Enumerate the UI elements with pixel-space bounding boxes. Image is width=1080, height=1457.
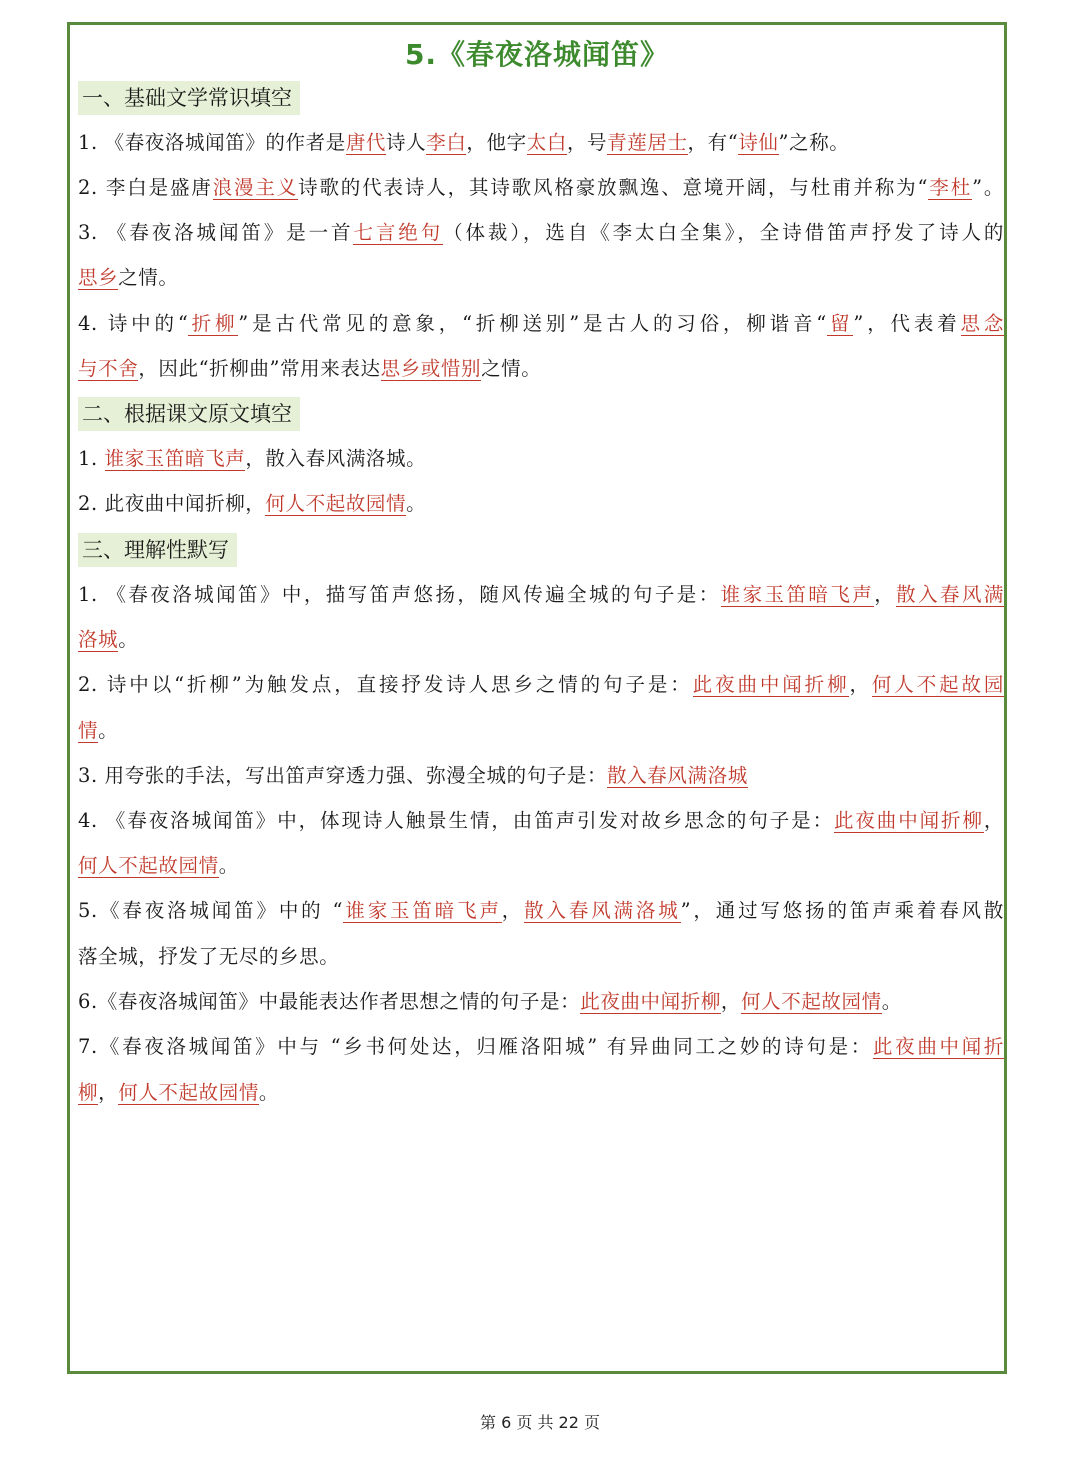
answer-text: 折柳 — [188, 312, 239, 335]
page-frame — [67, 22, 1007, 1374]
answer-text: 此夜曲中闻折柳 — [692, 673, 850, 696]
question-line — [78, 126, 1004, 160]
page-title: 5.《春夜洛城闻笛》 — [404, 38, 670, 71]
question-text: ，散入春风满洛城。 — [245, 447, 427, 470]
question-line — [78, 1030, 1004, 1064]
question-text: ， — [983, 809, 1004, 832]
answer-text: 李白 — [426, 131, 467, 154]
answer-text: 何人不起故园 — [871, 673, 1004, 696]
question-line — [78, 578, 1004, 612]
question-text: ”之称。 — [778, 131, 850, 154]
question-line — [78, 1076, 1004, 1110]
question-text: 3. 《春夜洛城闻笛》是一首 — [78, 221, 354, 244]
question-line — [78, 352, 1004, 386]
answer-text: 浪漫主义 — [212, 176, 299, 199]
question-text: 1. 《春夜洛城闻笛》的作者是 — [78, 131, 346, 154]
answer-text: 散入春风满洛城 — [607, 764, 748, 787]
question-text: 之情。 — [481, 357, 542, 380]
answer-text: 洛城 — [78, 628, 119, 651]
question-text: 7.《春夜洛城闻笛》中与 “乡书何处达，归雁洛阳城” 有异曲同工之妙的诗句是： — [78, 1035, 873, 1058]
answer-text: 何人不起故园情 — [265, 492, 407, 515]
question-text: 。 — [406, 492, 427, 515]
answer-text: 太白 — [526, 131, 567, 154]
question-line — [78, 940, 1004, 974]
answer-text: 思乡 — [78, 266, 119, 289]
answer-text: 此夜曲中闻折柳 — [580, 990, 721, 1013]
question-text: 2. 诗中以“折柳”为触发点，直接抒发诗人思乡之情的句子是： — [78, 673, 693, 696]
page-footer: 第 6 页 共 22 页 — [480, 1413, 600, 1432]
answer-text: 情 — [78, 719, 99, 742]
answer-text: 七言绝句 — [353, 221, 444, 244]
question-line — [78, 714, 1004, 748]
answer-text: 此夜曲中闻折 — [872, 1035, 1004, 1058]
question-text: ， — [501, 899, 525, 922]
question-text: 落全城，抒发了无尽的乡思。 — [78, 945, 340, 968]
question-line — [78, 171, 1004, 205]
question-text: 1. 《春夜洛城闻笛》中，描写笛声悠扬，随风传遍全城的句子是： — [78, 583, 721, 606]
question-text: 。 — [218, 854, 239, 877]
answer-text: 思念 — [960, 312, 1004, 335]
question-text: （体裁），选自《李太白全集》，全诗借笛声抒发了诗人的 — [443, 221, 1004, 244]
question-text: 诗歌的代表诗人，其诗歌风格豪放飘逸、意境开阔，与杜甫并称为“ — [298, 176, 929, 199]
question-text: ”，代表着 — [853, 312, 961, 335]
question-text: ”。 — [972, 176, 1004, 199]
question-line — [78, 623, 1004, 657]
question-line — [78, 261, 1004, 295]
answer-text: 何人不起故园情 — [78, 854, 219, 877]
question-text: 诗人 — [386, 131, 427, 154]
question-text: 2. 李白是盛唐 — [78, 176, 213, 199]
question-text: 之情。 — [118, 266, 179, 289]
answer-text: 此夜曲中闻折柳 — [833, 809, 984, 832]
question-text: ，他字 — [466, 131, 527, 154]
answer-text: 青莲居士 — [607, 131, 688, 154]
answer-text: 散入春风满洛城 — [524, 899, 681, 922]
answer-text: 李杜 — [928, 176, 973, 199]
question-text: ， — [720, 990, 742, 1013]
question-text: 4. 《春夜洛城闻笛》中，体现诗人触景生情，由笛声引发对故乡思念的句子是： — [78, 809, 834, 832]
answer-text: 何人不起故园情 — [118, 1081, 259, 1104]
question-line — [78, 487, 1004, 521]
answer-text: 与不舍 — [78, 357, 139, 380]
question-text: ，因此“折柳曲”常用来表达 — [138, 357, 381, 380]
question-text: 。 — [118, 628, 139, 651]
question-text: ， — [98, 1081, 119, 1104]
section-heading-original-text: 二、根据课文原文填空 — [78, 397, 300, 431]
question-line — [78, 849, 1004, 883]
question-text: ”，通过写悠扬的笛声乘着春风散 — [680, 899, 1004, 922]
question-text: ， — [849, 673, 872, 696]
answer-text: 留 — [826, 312, 854, 335]
question-text: 1. — [78, 447, 105, 470]
answer-text: 唐代 — [345, 131, 387, 154]
answer-text: 散入春风满 — [896, 583, 1004, 606]
question-text: 3. 用夸张的手法，写出笛声穿透力强、弥漫全城的句子是： — [78, 764, 608, 787]
question-text: ”是古代常见的意象，“折柳送别”是古人的习俗，柳谐音“ — [238, 312, 827, 335]
question-text: 。 — [258, 1081, 280, 1104]
answer-text: 谁家玉笛暗飞声 — [104, 447, 246, 470]
answer-text: 诗仙 — [738, 131, 779, 154]
question-text: 。 — [881, 990, 902, 1013]
question-line — [78, 307, 1004, 341]
question-text: ， — [874, 583, 897, 606]
answer-text: 谁家玉笛暗飞声 — [720, 583, 875, 606]
question-text: ，号 — [566, 131, 608, 154]
answer-text: 谁家玉笛暗飞声 — [343, 899, 502, 922]
question-text: ，有“ — [687, 131, 739, 154]
question-text: 5.《春夜洛城闻笛》中的 “ — [78, 899, 344, 922]
section-heading-comprehension: 三、理解性默写 — [78, 533, 237, 567]
question-line — [78, 985, 1004, 1019]
question-text: 。 — [98, 719, 119, 742]
question-text: 6.《春夜洛城闻笛》中最能表达作者思想之情的句子是： — [78, 990, 581, 1013]
question-text: 2. 此夜曲中闻折柳， — [78, 492, 266, 515]
answer-text: 思乡或惜别 — [380, 357, 482, 380]
answer-text: 何人不起故园情 — [741, 990, 882, 1013]
question-line — [78, 759, 1004, 793]
question-line — [78, 442, 1004, 476]
answer-text: 柳 — [78, 1081, 99, 1104]
question-line — [78, 804, 1004, 838]
question-line — [78, 894, 1004, 928]
question-text: 4. 诗中的“ — [78, 312, 189, 335]
question-line — [78, 668, 1004, 702]
section-heading-basic-knowledge: 一、基础文学常识填空 — [78, 81, 300, 115]
question-line — [78, 216, 1004, 250]
